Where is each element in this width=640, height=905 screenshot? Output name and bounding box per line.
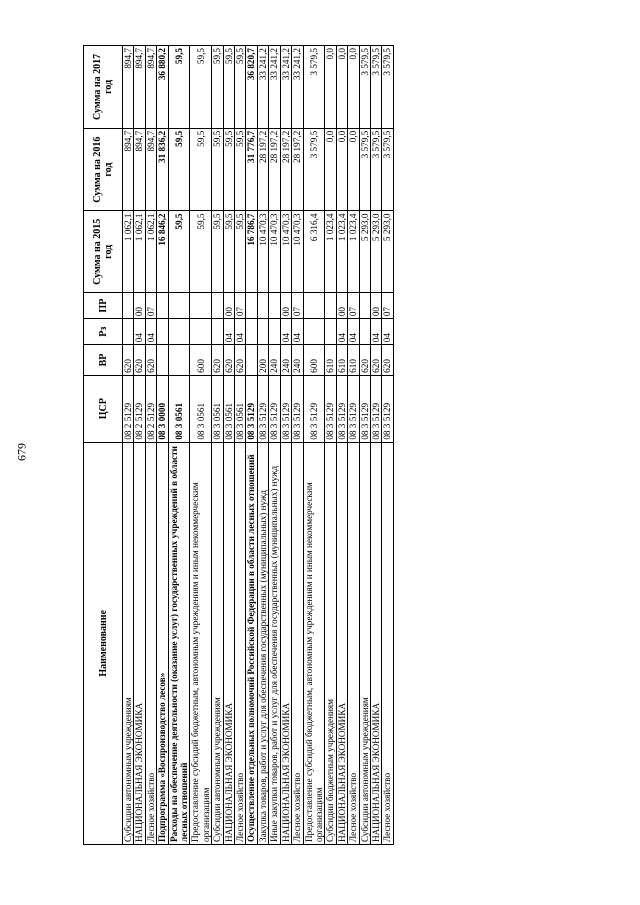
cell-pr bbox=[212, 293, 223, 319]
cell-csr: 08 2 5129 bbox=[134, 375, 145, 442]
table-body bbox=[123, 46, 394, 845]
cell-vr: 610 bbox=[325, 345, 336, 376]
cell-2016: 3 579,5 bbox=[370, 128, 381, 211]
cell-vr: 240 bbox=[280, 345, 291, 376]
cell-name: НАЦИОНАЛЬНАЯ ЭКОНОМИКА bbox=[370, 442, 381, 844]
header-vr: ВР bbox=[84, 345, 123, 376]
cell-rz: 04 bbox=[280, 319, 291, 345]
cell-rz bbox=[246, 319, 257, 345]
cell-name: Лесное хозяйство bbox=[235, 442, 246, 844]
cell-name: Предоставление субсидий бюджетным, автономным учреждениям и иным некоммерческим организациям bbox=[190, 442, 212, 844]
cell-2017: 59,5 bbox=[212, 46, 223, 129]
cell-2016: 28 197,2 bbox=[269, 128, 280, 211]
cell-vr: 200 bbox=[257, 345, 268, 376]
cell-pr: 00 bbox=[370, 293, 381, 319]
cell-vr: 600 bbox=[303, 345, 325, 376]
table-row bbox=[348, 46, 359, 845]
cell-name: Предоставление субсидий бюджетным, автономным учреждениям и иным некоммерческим организациям bbox=[303, 442, 325, 844]
cell-pr bbox=[190, 293, 212, 319]
cell-pr: 07 bbox=[292, 293, 303, 319]
cell-name: Расходы на обеспечение деятельности (оказание услуг) государственных учреждений в области лесных отношений bbox=[168, 442, 190, 844]
table-row bbox=[190, 46, 212, 845]
cell-2015: 59,5 bbox=[223, 211, 234, 293]
cell-csr: 08 3 5129 bbox=[292, 375, 303, 442]
cell-2015: 6 316,4 bbox=[303, 211, 325, 293]
cell-vr bbox=[168, 345, 190, 376]
cell-2017: 894,7 bbox=[134, 46, 145, 129]
cell-vr: 620 bbox=[145, 345, 156, 376]
cell-pr bbox=[359, 293, 370, 319]
cell-2017: 0,0 bbox=[325, 46, 336, 129]
cell-name: Закупка товаров, работ и услуг для обеспечения государственных (муниципальных) нужд bbox=[257, 442, 268, 844]
cell-2017: 0,0 bbox=[348, 46, 359, 129]
cell-2015: 5 293,0 bbox=[359, 211, 370, 293]
table-row bbox=[168, 46, 190, 845]
cell-rz: 04 bbox=[134, 319, 145, 345]
cell-2016: 31 836,2 bbox=[157, 128, 168, 211]
cell-name: Субсидии автономным учреждениям bbox=[359, 442, 370, 844]
cell-csr: 08 3 0561 bbox=[190, 375, 212, 442]
cell-2016: 0,0 bbox=[348, 128, 359, 211]
budget-table bbox=[83, 45, 394, 845]
table-row bbox=[370, 46, 381, 845]
cell-2017: 59,5 bbox=[235, 46, 246, 129]
cell-pr bbox=[246, 293, 257, 319]
header-csr: ЦСР bbox=[84, 375, 123, 442]
cell-vr: 610 bbox=[336, 345, 347, 376]
cell-pr: 00 bbox=[134, 293, 145, 319]
cell-name: Лесное хозяйство bbox=[348, 442, 359, 844]
table-row bbox=[292, 46, 303, 845]
cell-2015: 16 846,2 bbox=[157, 211, 168, 293]
cell-csr: 08 3 5129 bbox=[303, 375, 325, 442]
cell-csr: 08 3 0561 bbox=[223, 375, 234, 442]
cell-csr: 08 3 5129 bbox=[370, 375, 381, 442]
cell-rz bbox=[257, 319, 268, 345]
cell-csr: 08 2 5129 bbox=[145, 375, 156, 442]
cell-name: Осуществление отдельных полномочий Российской Федерации в области лесных отношений bbox=[246, 442, 257, 844]
cell-name: Иные закупки товаров, работ и услуг для обеспечения государственных (муниципальных) нужд bbox=[269, 442, 280, 844]
cell-rz: 04 bbox=[223, 319, 234, 345]
cell-csr: 08 3 5129 bbox=[359, 375, 370, 442]
cell-rz bbox=[123, 319, 134, 345]
table-row bbox=[157, 46, 168, 845]
cell-2016: 0,0 bbox=[336, 128, 347, 211]
cell-pr bbox=[303, 293, 325, 319]
cell-vr bbox=[246, 345, 257, 376]
cell-name: Подпрограмма «Воспроизводство лесов» bbox=[157, 442, 168, 844]
cell-vr: 620 bbox=[382, 345, 393, 376]
cell-2017: 3 579,5 bbox=[370, 46, 381, 129]
table-row bbox=[223, 46, 234, 845]
cell-2017: 894,7 bbox=[123, 46, 134, 129]
cell-2015: 59,5 bbox=[168, 211, 190, 293]
table-row bbox=[280, 46, 291, 845]
cell-rz: 04 bbox=[292, 319, 303, 345]
cell-pr: 00 bbox=[336, 293, 347, 319]
cell-2017: 894,7 bbox=[145, 46, 156, 129]
cell-2015: 1 062,1 bbox=[123, 211, 134, 293]
cell-vr: 620 bbox=[359, 345, 370, 376]
cell-pr bbox=[257, 293, 268, 319]
cell-csr: 08 3 0561 bbox=[235, 375, 246, 442]
page-number: 679 bbox=[14, 443, 29, 461]
cell-rz bbox=[212, 319, 223, 345]
cell-2015: 5 293,0 bbox=[370, 211, 381, 293]
cell-pr: 07 bbox=[145, 293, 156, 319]
cell-2016: 0,0 bbox=[325, 128, 336, 211]
table-row bbox=[336, 46, 347, 845]
cell-vr: 620 bbox=[370, 345, 381, 376]
table-header-row bbox=[84, 46, 123, 845]
cell-csr: 08 3 5129 bbox=[336, 375, 347, 442]
cell-2017: 3 579,5 bbox=[303, 46, 325, 129]
cell-2016: 59,5 bbox=[223, 128, 234, 211]
cell-2016: 28 197,2 bbox=[280, 128, 291, 211]
cell-name: Субсидии автономным учреждениям bbox=[212, 442, 223, 844]
cell-2017: 33 241,2 bbox=[280, 46, 291, 129]
cell-name: НАЦИОНАЛЬНАЯ ЭКОНОМИКА bbox=[223, 442, 234, 844]
table-row bbox=[382, 46, 393, 845]
header-2017: Сумма на 2017 год bbox=[84, 46, 123, 129]
cell-csr: 08 2 5129 bbox=[123, 375, 134, 442]
cell-2016: 31 776,7 bbox=[246, 128, 257, 211]
cell-2015: 1 023,4 bbox=[325, 211, 336, 293]
cell-rz bbox=[168, 319, 190, 345]
cell-csr: 08 3 0561 bbox=[212, 375, 223, 442]
cell-2016: 59,5 bbox=[168, 128, 190, 211]
header-2015: Сумма на 2015 год bbox=[84, 211, 123, 293]
cell-pr bbox=[325, 293, 336, 319]
cell-pr bbox=[269, 293, 280, 319]
cell-csr: 08 3 5129 bbox=[325, 375, 336, 442]
cell-pr: 07 bbox=[348, 293, 359, 319]
cell-pr: 07 bbox=[382, 293, 393, 319]
cell-rz bbox=[359, 319, 370, 345]
cell-2016: 3 579,5 bbox=[359, 128, 370, 211]
cell-2017: 59,5 bbox=[168, 46, 190, 129]
table-row bbox=[235, 46, 246, 845]
cell-2017: 59,5 bbox=[190, 46, 212, 129]
cell-rz bbox=[190, 319, 212, 345]
cell-2015: 5 293,0 bbox=[382, 211, 393, 293]
cell-vr: 620 bbox=[134, 345, 145, 376]
cell-2016: 59,5 bbox=[212, 128, 223, 211]
cell-2017: 59,5 bbox=[223, 46, 234, 129]
cell-vr: 620 bbox=[123, 345, 134, 376]
cell-2015: 10 470,3 bbox=[280, 211, 291, 293]
cell-2017: 0,0 bbox=[336, 46, 347, 129]
cell-csr: 08 3 5129 bbox=[280, 375, 291, 442]
table-row bbox=[359, 46, 370, 845]
cell-2016: 894,7 bbox=[123, 128, 134, 211]
cell-name: Субсидии бюджетным учреждениям bbox=[325, 442, 336, 844]
cell-2016: 3 579,5 bbox=[303, 128, 325, 211]
cell-rz: 04 bbox=[382, 319, 393, 345]
cell-2015: 1 023,4 bbox=[336, 211, 347, 293]
cell-vr: 240 bbox=[269, 345, 280, 376]
table-row bbox=[269, 46, 280, 845]
table-row bbox=[134, 46, 145, 845]
cell-vr: 620 bbox=[212, 345, 223, 376]
cell-2016: 59,5 bbox=[190, 128, 212, 211]
cell-csr: 08 3 5129 bbox=[246, 375, 257, 442]
table-row bbox=[212, 46, 223, 845]
cell-2015: 1 062,1 bbox=[134, 211, 145, 293]
cell-2016: 894,7 bbox=[145, 128, 156, 211]
cell-rz bbox=[325, 319, 336, 345]
cell-2016: 28 197,2 bbox=[257, 128, 268, 211]
cell-vr: 240 bbox=[292, 345, 303, 376]
cell-2017: 3 579,5 bbox=[359, 46, 370, 129]
cell-2015: 16 786,7 bbox=[246, 211, 257, 293]
table-row bbox=[246, 46, 257, 845]
cell-pr bbox=[157, 293, 168, 319]
cell-2016: 894,7 bbox=[134, 128, 145, 211]
cell-csr: 08 3 5129 bbox=[269, 375, 280, 442]
cell-rz: 04 bbox=[336, 319, 347, 345]
cell-rz: 04 bbox=[145, 319, 156, 345]
cell-rz bbox=[269, 319, 280, 345]
header-pr: ПР bbox=[84, 293, 123, 319]
cell-2015: 1 023,4 bbox=[348, 211, 359, 293]
cell-rz bbox=[157, 319, 168, 345]
cell-pr: 07 bbox=[235, 293, 246, 319]
cell-vr: 620 bbox=[235, 345, 246, 376]
cell-2017: 36 880,2 bbox=[157, 46, 168, 129]
cell-2015: 59,5 bbox=[235, 211, 246, 293]
cell-vr: 610 bbox=[348, 345, 359, 376]
header-2016: Сумма на 2016 год bbox=[84, 128, 123, 211]
cell-csr: 08 3 5129 bbox=[348, 375, 359, 442]
cell-rz: 04 bbox=[370, 319, 381, 345]
cell-2015: 10 470,3 bbox=[269, 211, 280, 293]
header-rz: Рз bbox=[84, 319, 123, 345]
cell-2015: 59,5 bbox=[212, 211, 223, 293]
cell-rz bbox=[303, 319, 325, 345]
table-row bbox=[303, 46, 325, 845]
table-row bbox=[257, 46, 268, 845]
cell-pr bbox=[168, 293, 190, 319]
cell-2017: 33 241,2 bbox=[269, 46, 280, 129]
cell-2015: 10 470,3 bbox=[257, 211, 268, 293]
cell-name: НАЦИОНАЛЬНАЯ ЭКОНОМИКА bbox=[280, 442, 291, 844]
cell-2017: 36 820,7 bbox=[246, 46, 257, 129]
cell-2016: 28 197,2 bbox=[292, 128, 303, 211]
cell-csr: 08 3 5129 bbox=[382, 375, 393, 442]
cell-2015: 59,5 bbox=[190, 211, 212, 293]
cell-name: НАЦИОНАЛЬНАЯ ЭКОНОМИКА bbox=[134, 442, 145, 844]
cell-csr: 08 3 0000 bbox=[157, 375, 168, 442]
cell-name: Лесное хозяйство bbox=[292, 442, 303, 844]
cell-pr: 00 bbox=[280, 293, 291, 319]
cell-csr: 08 3 5129 bbox=[257, 375, 268, 442]
cell-vr bbox=[157, 345, 168, 376]
rotated-page bbox=[83, 45, 528, 845]
header-name: Наименование bbox=[84, 442, 123, 844]
cell-name: НАЦИОНАЛЬНАЯ ЭКОНОМИКА bbox=[336, 442, 347, 844]
table-row bbox=[145, 46, 156, 845]
cell-rz: 04 bbox=[348, 319, 359, 345]
cell-pr: 00 bbox=[223, 293, 234, 319]
table-row bbox=[123, 46, 134, 845]
table-row bbox=[325, 46, 336, 845]
cell-2015: 10 470,3 bbox=[292, 211, 303, 293]
cell-2017: 33 241,2 bbox=[292, 46, 303, 129]
cell-rz: 04 bbox=[235, 319, 246, 345]
cell-2016: 59,5 bbox=[235, 128, 246, 211]
cell-vr: 600 bbox=[190, 345, 212, 376]
cell-pr bbox=[123, 293, 134, 319]
cell-name: Лесное хозяйство bbox=[145, 442, 156, 844]
cell-2016: 3 579,5 bbox=[382, 128, 393, 211]
cell-csr: 08 3 0561 bbox=[168, 375, 190, 442]
cell-2017: 33 241,2 bbox=[257, 46, 268, 129]
cell-2015: 1 062,1 bbox=[145, 211, 156, 293]
cell-vr: 620 bbox=[223, 345, 234, 376]
cell-2017: 3 579,5 bbox=[382, 46, 393, 129]
cell-name: Субсидии автономным учреждениям bbox=[123, 442, 134, 844]
cell-name: Лесное хозяйство bbox=[382, 442, 393, 844]
